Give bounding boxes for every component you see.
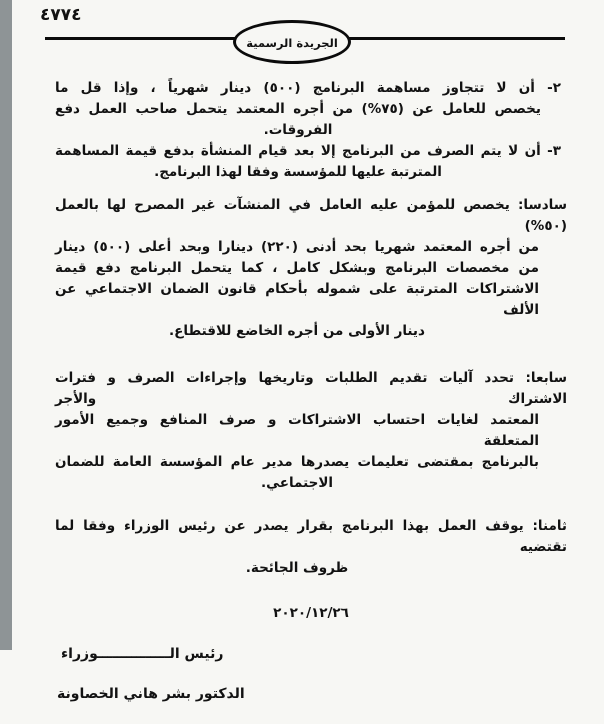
text-line: يخصص للعامل عن (٧٥%) من أجره المعتمد يتحمل صاحب العمل دفع [55,101,541,117]
signature-title: رئيس الـــــــــــــــوزراء [61,646,224,662]
text-line: سادسا: يخصص للمؤمن عليه العامل في المنشآت غير المصرح لها بالعمل (٥٠%) [55,197,567,234]
sixth-paragraph [55,195,567,342]
text-line: ٣- أن لا يتم الصرف من البرنامج إلا بعد قيام المنشأة بدفع قيمة المساهمة [55,143,561,159]
text-line: الفروقات. [263,122,333,138]
gazette-banner [233,20,351,64]
text-line: بالبرنامج بمقتضى تعليمات يصدرها مدير عام المؤسسة العامة للضمان [55,454,539,470]
page-number: ٤٧٧٤ [40,5,82,25]
text-line: الاجتماعي. [260,475,334,491]
text-line: ثامنا: يوقف العمل بهذا البرنامج بقرار يصدر عن رئيس الوزراء وفقا لما تقتضيه [55,518,567,555]
signatory-name: الدكتور بشر هاني الخصاونة [57,686,245,702]
decision-date: ٢٠٢٠/١٢/٢٦ [273,605,349,621]
paragraphs-container [55,78,567,579]
text-line: دينار الأولى من أجره الخاضع للاقتطاع. [169,323,425,339]
gazette-banner-label: الجريدة الرسمية [246,36,338,50]
seventh-paragraph [55,368,567,494]
text-line: من مخصصات البرنامج وبشكل كامل ، كما يتحمل البرنامج دفع قيمة [55,260,539,276]
text-line: المعتمد لغايات احتساب الاشتراكات و صرف المنافع وجميع الأمور المتعلقة [55,412,539,449]
item-2-paragraph [55,78,561,141]
text-line: الاشتراكات المترتبة على شموله بأحكام قانون الضمان الاجتماعي عن الألف [55,281,539,318]
scan-edge-strip [0,0,12,650]
text-line: سابعا: تحدد آليات تقديم الطلبات وتاريخها وإجراءات الصرف و فترات الاشتراك والأجر [55,370,567,407]
text-line: ظروف الجائحة. [245,560,349,576]
eighth-paragraph [55,516,567,579]
item-3-paragraph [55,141,561,183]
text-line: المترتبة عليها للمؤسسة وفقا لهذا البرنامج. [154,164,442,180]
text-line: ٢- أن لا تتجاوز مساهمة البرنامج (٥٠٠) دينار شهرياً ، وإذا قل ما [55,80,562,96]
document-body [55,78,567,705]
text-line: من أجره المعتمد شهريا بحد أدنى (٢٢٠) دينارا وبحد أعلى (٥٠٠) دينار [55,239,540,255]
